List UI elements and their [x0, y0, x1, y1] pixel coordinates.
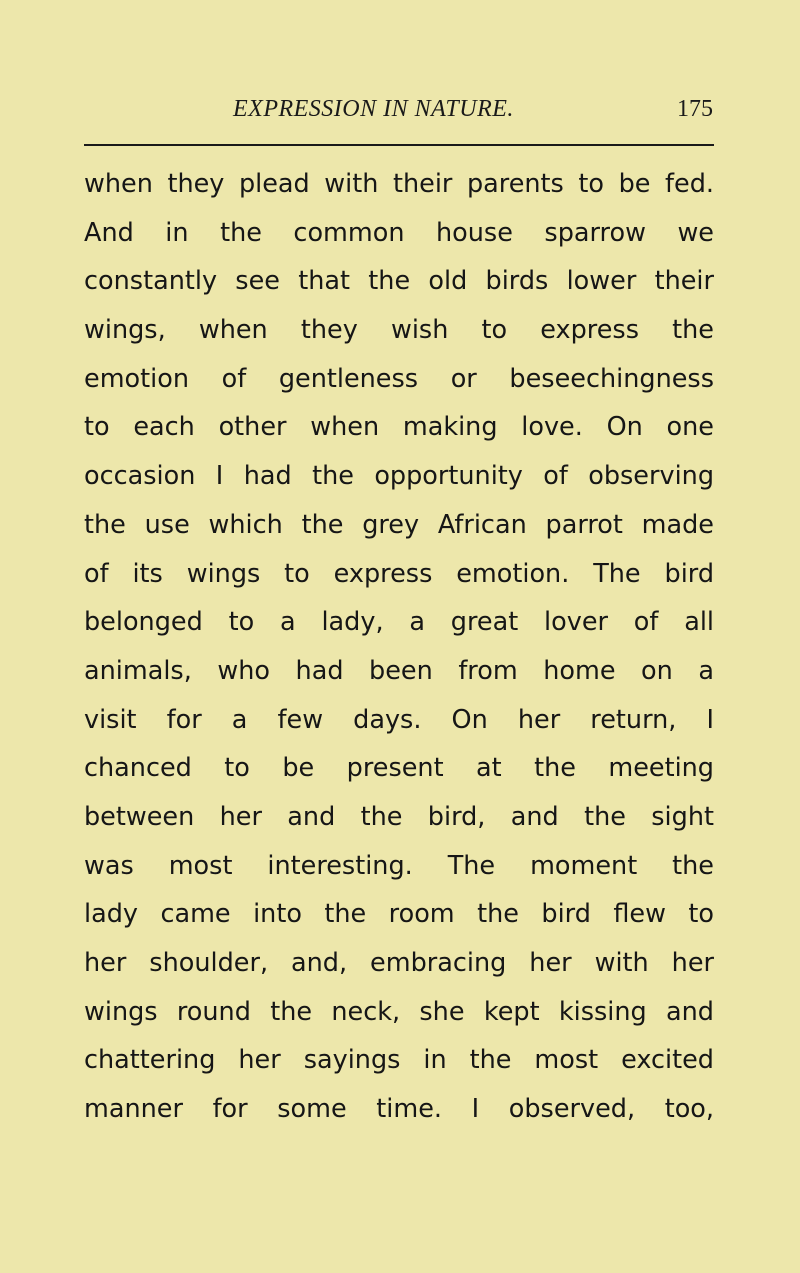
text-line: manner for some time. I observed, too, [84, 1094, 714, 1125]
text-line: of its wings to express emotion. The bird [84, 558, 714, 589]
text-line: chattering her sayings in the most excited [84, 1045, 714, 1076]
page-number: 175 [677, 96, 713, 122]
text-line: her shoulder, and, embracing her with her [84, 948, 714, 978]
text-line: animals, who had been from home on a [84, 655, 714, 686]
header-rule [84, 144, 714, 146]
text-line: constantly see that the old birds lower their [84, 266, 714, 297]
text-line: to each other when making love. On one [84, 412, 714, 443]
text-line: belonged to a lady, a great lover of all [84, 607, 714, 638]
text-line: the use which the grey African parrot made [84, 509, 714, 540]
text-line: emotion of gentleness or beseechingness [84, 363, 714, 394]
text-line: And in the common house sparrow we [84, 217, 714, 248]
text-line: visit for a few days. On her return, I [84, 704, 714, 735]
running-title: EXPRESSION IN NATURE. [233, 96, 514, 122]
text-line: chanced to be present at the meeting [84, 753, 714, 784]
text-line: lady came into the room the bird flew to [84, 899, 714, 930]
body-text [84, 160, 714, 1134]
text-line: wings, when they wish to express the [84, 315, 714, 346]
text-line: when they plead with their parents to be fed. [84, 169, 714, 199]
text-line: wings round the neck, she kept kissing and [84, 996, 714, 1027]
text-line: between her and the bird, and the sight [84, 801, 714, 832]
text-line: was most interesting. The moment the [84, 850, 714, 881]
text-line: occasion I had the opportunity of observing [84, 461, 714, 492]
running-head [233, 96, 713, 132]
